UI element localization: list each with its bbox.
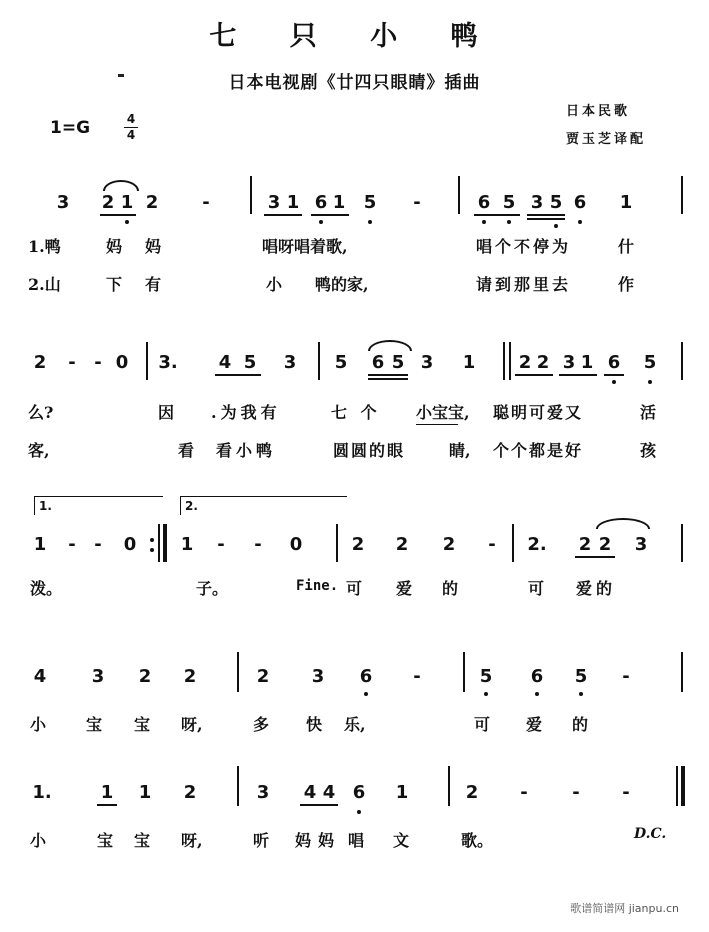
- note: 2.: [527, 534, 547, 555]
- lyric: 小: [30, 715, 47, 734]
- dash: -: [217, 534, 225, 555]
- lyric: 个个都是好: [493, 441, 584, 460]
- octave-dot: [578, 220, 582, 224]
- barline: [512, 524, 514, 562]
- note: 1: [580, 352, 594, 373]
- song-title: 七 只 小 鸭: [209, 21, 500, 52]
- key-signature: 1=G: [50, 118, 91, 138]
- note: 4: [322, 782, 336, 803]
- note: 2: [256, 666, 270, 687]
- note: 2: [536, 352, 550, 373]
- lyric: 孩: [640, 441, 657, 460]
- beam: [604, 374, 624, 376]
- dash: -: [520, 782, 528, 803]
- repeat-dot: [150, 538, 154, 542]
- final-barline: [676, 766, 678, 806]
- note: 2: [465, 782, 479, 803]
- lyric: 爱的: [576, 579, 617, 598]
- lyric: 活: [640, 403, 657, 422]
- note: 1: [120, 192, 134, 213]
- barline: [146, 342, 148, 380]
- note: 3.: [158, 352, 178, 373]
- dc-marking: D.C.: [634, 826, 667, 842]
- lyric: 文: [393, 831, 410, 850]
- dash: -: [622, 666, 630, 687]
- meter-top: 4: [126, 112, 136, 126]
- note: 6: [371, 352, 385, 373]
- beam: [575, 556, 615, 558]
- octave-dot: [368, 220, 372, 224]
- note: 2: [183, 666, 197, 687]
- barline: [681, 652, 683, 692]
- lyric: 宝: [134, 831, 151, 850]
- note: 5: [391, 352, 405, 373]
- lyric: 有: [145, 275, 162, 294]
- note: 2: [138, 666, 152, 687]
- note: 1: [619, 192, 633, 213]
- octave-dot: [125, 220, 129, 224]
- dash: -: [413, 666, 421, 687]
- note: 2: [442, 534, 456, 555]
- note: 5: [643, 352, 657, 373]
- lyric: 妈: [318, 831, 335, 850]
- note: 2: [183, 782, 197, 803]
- note: 3: [256, 782, 270, 803]
- lyric: 客,: [28, 441, 50, 460]
- barline: [463, 652, 465, 692]
- note: 1: [180, 534, 194, 555]
- beam: [100, 214, 136, 216]
- barline: [458, 176, 460, 214]
- octave-dot: [579, 692, 583, 696]
- fine-marking: Fine.: [296, 578, 339, 594]
- lyric: 宝: [134, 715, 151, 734]
- slur: [596, 518, 650, 529]
- barline: [448, 766, 450, 806]
- lyric: 听: [253, 831, 270, 850]
- octave-dot: [612, 380, 616, 384]
- lyric: 唱: [348, 831, 365, 850]
- beam: [559, 374, 597, 376]
- lyric: 快: [306, 715, 323, 734]
- dash: -: [572, 782, 580, 803]
- octave-dot: [364, 692, 368, 696]
- beam: [300, 804, 338, 806]
- lyric: 爱: [396, 579, 413, 598]
- beam: [515, 374, 553, 376]
- repeat-dot: [150, 548, 154, 552]
- repeat-barline: [158, 524, 160, 562]
- note: 4: [33, 666, 47, 687]
- note: 2: [598, 534, 612, 555]
- lyric: 妈: [145, 237, 162, 256]
- note: 1: [33, 534, 47, 555]
- beam: [368, 374, 408, 376]
- lyric: 睛,: [449, 441, 471, 460]
- dash: -: [94, 352, 102, 373]
- final-barline: [681, 766, 685, 806]
- lyric: 爱: [526, 715, 543, 734]
- lyric: 看: [178, 441, 195, 460]
- note: 6: [314, 192, 328, 213]
- meter-bottom: 4: [126, 128, 136, 142]
- lyric: 小: [266, 275, 283, 294]
- beam: [368, 378, 408, 380]
- lyric: 看小鸭: [216, 441, 277, 460]
- slur: [103, 180, 139, 191]
- note: 1: [395, 782, 409, 803]
- lyric: 下: [106, 275, 123, 294]
- note: 6: [352, 782, 366, 803]
- lyric: .为我有: [211, 403, 281, 422]
- beam: [215, 374, 261, 376]
- dash: -: [254, 534, 262, 555]
- note: 3: [267, 192, 281, 213]
- beam: [97, 804, 117, 806]
- note: 5: [479, 666, 493, 687]
- lyric: 乐,: [344, 715, 366, 734]
- lyric: 作: [618, 275, 635, 294]
- volta-second-ending: 2.: [180, 496, 347, 515]
- beam: [311, 214, 349, 216]
- watermark: 歌谱简谱网 jianpu.cn: [570, 902, 679, 915]
- octave-dot: [482, 220, 486, 224]
- note: 1: [462, 352, 476, 373]
- note: 0: [123, 534, 137, 555]
- volta-first-ending: 1.: [34, 496, 163, 515]
- note: 1.: [32, 782, 52, 803]
- lyric: 唱呀唱着歌,: [262, 237, 348, 256]
- lyric: 妈: [106, 237, 123, 256]
- lyric: 宝: [86, 715, 103, 734]
- lyric: 请到那里去: [476, 275, 572, 294]
- credit-origin: 日本民歌: [566, 104, 631, 119]
- lyric: 鸭的家,: [315, 275, 369, 294]
- barline: [237, 766, 239, 806]
- note: 6: [359, 666, 373, 687]
- dash: -: [622, 782, 630, 803]
- dash: -: [94, 534, 102, 555]
- note: 3: [56, 192, 70, 213]
- lyric: 泼。: [30, 579, 63, 598]
- lyric: 可: [346, 579, 363, 598]
- note: 2: [145, 192, 159, 213]
- note: 3: [420, 352, 434, 373]
- note: 5: [243, 352, 257, 373]
- lyric: 圆圆的眼: [333, 441, 406, 460]
- barline: [681, 524, 683, 562]
- lyric: 聪明可爱又: [493, 403, 584, 422]
- lyric: 宝: [97, 831, 114, 850]
- beam: [474, 214, 520, 216]
- credit-translator: 贾玉芝译配: [566, 132, 647, 147]
- beam: [264, 214, 302, 216]
- note: 2: [101, 192, 115, 213]
- note: 1: [138, 782, 152, 803]
- note: 5: [363, 192, 377, 213]
- lyric: 歌。: [461, 831, 494, 850]
- note: 1: [332, 192, 346, 213]
- note: 5: [574, 666, 588, 687]
- dash: -: [68, 352, 76, 373]
- lyric: 2.山: [28, 275, 61, 294]
- lyric: 什: [618, 237, 635, 256]
- note: 3: [311, 666, 325, 687]
- barline: [509, 342, 511, 380]
- note: 2: [578, 534, 592, 555]
- note: 0: [115, 352, 129, 373]
- octave-dot: [648, 380, 652, 384]
- octave-dot: [535, 692, 539, 696]
- note: 3: [562, 352, 576, 373]
- beam: [527, 218, 565, 220]
- barline: [336, 524, 338, 562]
- barline: [250, 176, 252, 214]
- lyric: 唱个不停为: [476, 237, 572, 256]
- lyric: 么?: [28, 403, 54, 422]
- note: 2: [518, 352, 532, 373]
- lyric: 多: [253, 715, 270, 734]
- note: 3: [530, 192, 544, 213]
- note: 3: [634, 534, 648, 555]
- note: 6: [530, 666, 544, 687]
- lyric: 呀,: [181, 715, 203, 734]
- lyric: 可: [528, 579, 545, 598]
- barline: [237, 652, 239, 692]
- note: 0: [289, 534, 303, 555]
- octave-dot: [319, 220, 323, 224]
- note: 6: [607, 352, 621, 373]
- ink-mark: [118, 74, 124, 77]
- note: 3: [283, 352, 297, 373]
- lyric: 小: [30, 831, 47, 850]
- barline: [503, 342, 505, 380]
- dash: -: [202, 192, 210, 213]
- lyric: 的: [572, 715, 589, 734]
- lyric: 小宝宝,: [416, 403, 470, 422]
- note: 2: [33, 352, 47, 373]
- note: 2: [351, 534, 365, 555]
- octave-dot: [357, 810, 361, 814]
- time-signature: [124, 113, 138, 142]
- note: 1: [100, 782, 114, 803]
- dash: -: [413, 192, 421, 213]
- lyric: 的: [442, 579, 459, 598]
- note: 5: [502, 192, 516, 213]
- lyric: 可: [474, 715, 491, 734]
- octave-dot: [554, 224, 558, 228]
- dash: -: [68, 534, 76, 555]
- lyric: 子。: [196, 579, 229, 598]
- slur: [368, 340, 412, 351]
- octave-dot: [484, 692, 488, 696]
- note: 6: [477, 192, 491, 213]
- barline: [681, 176, 683, 214]
- octave-dot: [507, 220, 511, 224]
- song-subtitle: 日本电视剧《廿四只眼睛》插曲: [228, 73, 481, 93]
- note: 6: [573, 192, 587, 213]
- repeat-barline: [163, 524, 167, 562]
- lyric: 1.鸭: [28, 237, 61, 256]
- note: 4: [218, 352, 232, 373]
- lyric: 因: [158, 403, 175, 422]
- dash: -: [488, 534, 496, 555]
- lyric-underline: [416, 424, 458, 425]
- note: 4: [303, 782, 317, 803]
- note: 5: [334, 352, 348, 373]
- note: 1: [286, 192, 300, 213]
- note: 5: [549, 192, 563, 213]
- lyric: 呀,: [181, 831, 203, 850]
- lyric: 妈: [295, 831, 312, 850]
- note: 3: [91, 666, 105, 687]
- note: 2: [395, 534, 409, 555]
- lyric: 七 个: [331, 403, 381, 422]
- barline: [318, 342, 320, 380]
- beam: [527, 214, 565, 216]
- barline: [681, 342, 683, 380]
